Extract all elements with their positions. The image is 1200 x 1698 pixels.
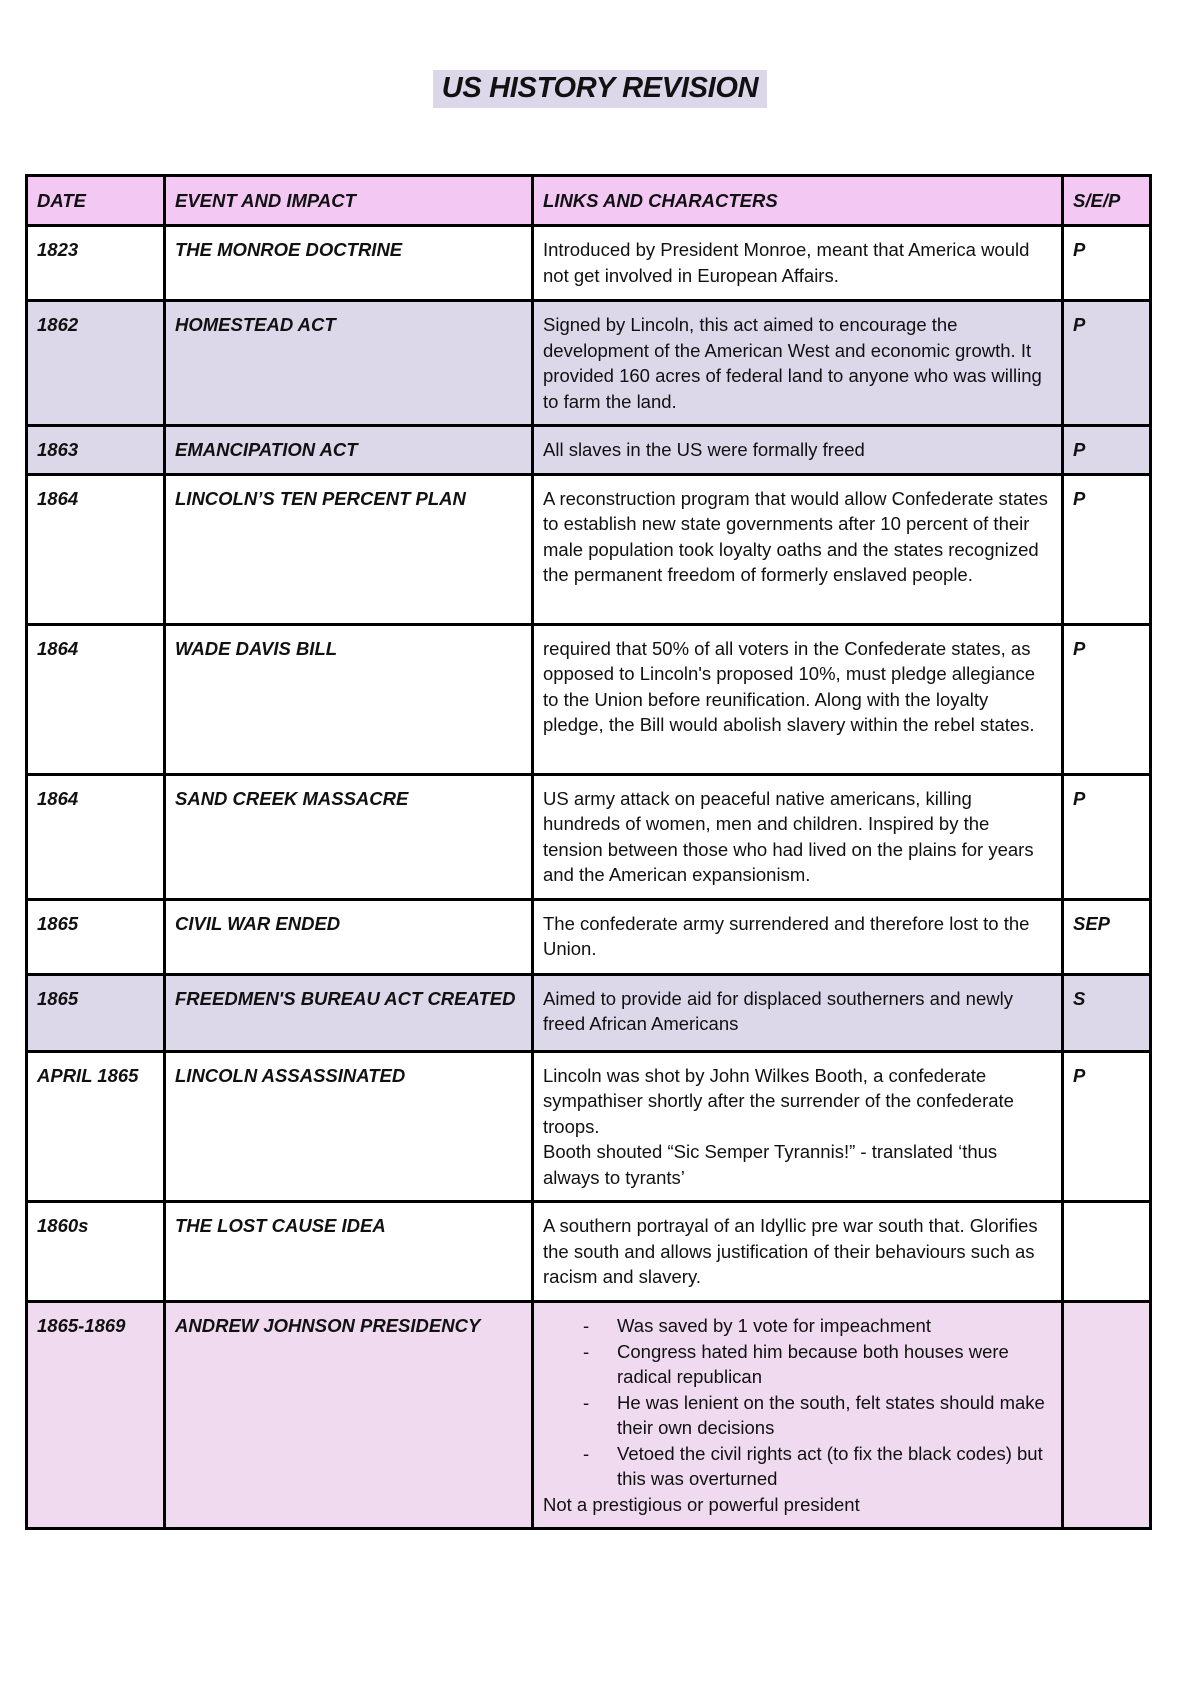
- row-date: 1862: [27, 301, 165, 426]
- header-sep: S/E/P: [1063, 176, 1151, 226]
- table-row: [27, 301, 1151, 426]
- row-sep: P: [1063, 1051, 1151, 1202]
- row-sep: SEP: [1063, 899, 1151, 974]
- row-event: LINCOLN ASSASSINATED: [165, 1051, 533, 1202]
- row-links: The confederate army surrendered and therefore lost to the Union.: [533, 899, 1063, 974]
- table-row: [27, 1302, 1151, 1529]
- row-sep: S: [1063, 974, 1151, 1051]
- row-links: Signed by Lincoln, this act aimed to encourage the development of the American West and economic growth. It provided 160 acres of federal land to anyone who was willing to farm the land.: [533, 301, 1063, 426]
- table-row: [27, 974, 1151, 1051]
- row-links: A southern portrayal of an Idyllic pre war south that. Glorifies the south and allows justification of their behaviours such as racism and slavery.: [533, 1202, 1063, 1302]
- row-sep: P: [1063, 474, 1151, 624]
- row-date: APRIL 1865: [27, 1051, 165, 1202]
- row-links: US army attack on peaceful native americans, killing hundreds of women, men and children. Inspired by the tension between those who had lived on the plains for years and the American expansionism.: [533, 774, 1063, 899]
- row-links: A reconstruction program that would allow Confederate states to establish new state governments after 10 percent of their male population took loyalty oaths and the states recognized the permanent freedom of formerly enslaved people.: [533, 474, 1063, 624]
- row-links-text: Lincoln was shot by John Wilkes Booth, a confederate sympathiser shortly after the surrender of the confederate troops.: [543, 1064, 1014, 1137]
- row-event: THE MONROE DOCTRINE: [165, 226, 533, 301]
- header-links: LINKS AND CHARACTERS: [533, 176, 1063, 226]
- row-sep: P: [1063, 774, 1151, 899]
- row-links: Aimed to provide aid for displaced southerners and newly freed African Americans: [533, 974, 1063, 1051]
- row-event: WADE DAVIS BILL: [165, 624, 533, 774]
- row-event: FREEDMEN'S BUREAU ACT CREATED: [165, 974, 533, 1051]
- row-links-extra: Booth shouted “Sic Semper Tyrannis!” - translated ‘thus always to tyrants’: [543, 1141, 998, 1188]
- row-date: 1865: [27, 899, 165, 974]
- row-date: 1864: [27, 774, 165, 899]
- table-row: [27, 624, 1151, 774]
- row-sep: [1063, 1202, 1151, 1302]
- page-title: US HISTORY REVISION: [433, 70, 768, 108]
- list-item: - Congress hated him because both houses were radical republican: [583, 1339, 1052, 1390]
- row-event: HOMESTEAD ACT: [165, 301, 533, 426]
- list-item: - He was lenient on the south, felt states should make their own decisions: [583, 1390, 1052, 1441]
- row-sep: P: [1063, 226, 1151, 301]
- row-date: 1865-1869: [27, 1302, 165, 1529]
- table-row: [27, 899, 1151, 974]
- revision-table: [25, 174, 1152, 1530]
- row-date: 1863: [27, 426, 165, 475]
- table-row: [27, 226, 1151, 301]
- row-date: 1823: [27, 226, 165, 301]
- list-item: - Vetoed the civil rights act (to fix the black codes) but this was overturned: [583, 1441, 1052, 1492]
- row-links: Introduced by President Monroe, meant that America would not get involved in European Affairs.: [533, 226, 1063, 301]
- row-date: 1864: [27, 624, 165, 774]
- row-sep: P: [1063, 426, 1151, 475]
- row-sep: [1063, 1302, 1151, 1529]
- row-links: required that 50% of all voters in the Confederate states, as opposed to Lincoln's proposed 10%, must pledge allegiance to the Union before reunification. Along with the loyalty pledge, the Bill would abolish slavery within the rebel states.: [533, 624, 1063, 774]
- table-row: [27, 1051, 1151, 1202]
- row-event: ANDREW JOHNSON PRESIDENCY: [165, 1302, 533, 1529]
- row-event: THE LOST CAUSE IDEA: [165, 1202, 533, 1302]
- row-event: EMANCIPATION ACT: [165, 426, 533, 475]
- row-date: 1860s: [27, 1202, 165, 1302]
- row-event: CIVIL WAR ENDED: [165, 899, 533, 974]
- bullet-list: [543, 1313, 1052, 1492]
- table-row: [27, 474, 1151, 624]
- row-links: [533, 1051, 1063, 1202]
- row-date: 1864: [27, 474, 165, 624]
- row-links: All slaves in the US were formally freed: [533, 426, 1063, 475]
- table-row: [27, 774, 1151, 899]
- row-links-after: Not a prestigious or powerful president: [543, 1493, 860, 1515]
- row-sep: P: [1063, 624, 1151, 774]
- table-row: [27, 1202, 1151, 1302]
- row-event: LINCOLN’S TEN PERCENT PLAN: [165, 474, 533, 624]
- header-event: EVENT AND IMPACT: [165, 176, 533, 226]
- row-event: SAND CREEK MASSACRE: [165, 774, 533, 899]
- header-date: DATE: [27, 176, 165, 226]
- page-title-wrapper: [0, 70, 1200, 108]
- row-links: [533, 1302, 1063, 1529]
- row-date: 1865: [27, 974, 165, 1051]
- list-item: - Was saved by 1 vote for impeachment: [583, 1313, 1052, 1339]
- row-sep: P: [1063, 301, 1151, 426]
- table-header-row: [27, 176, 1151, 226]
- table-row: [27, 426, 1151, 475]
